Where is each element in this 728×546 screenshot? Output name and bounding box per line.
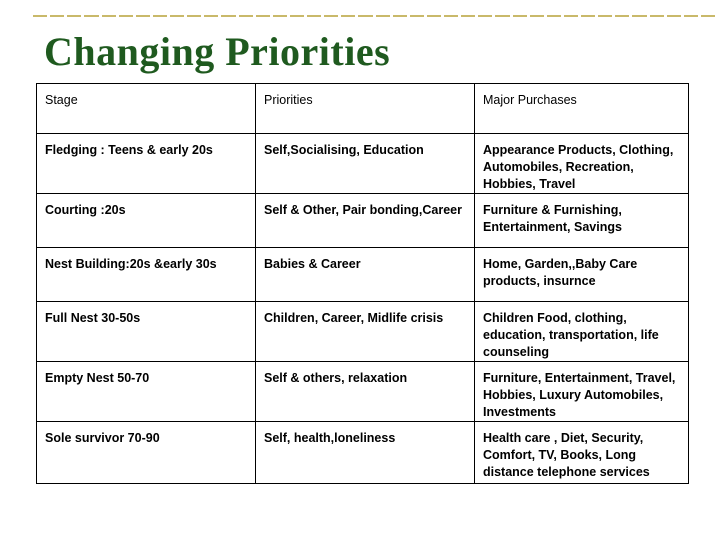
purchases-cell: Appearance Products, Clothing, Automobiles, Recreation, Hobbies, Travel <box>475 134 689 194</box>
header-major-purchases: Major Purchases <box>475 84 689 134</box>
stage-cell: Empty Nest 50-70 <box>37 362 256 422</box>
stage-cell: Full Nest 30-50s <box>37 302 256 362</box>
table-row <box>37 134 689 194</box>
purchases-cell: Home, Garden,,Baby Care products, insurnce <box>475 248 689 302</box>
priorities-cell: Self & others, relaxation <box>256 362 475 422</box>
stage-cell: Fledging : Teens & early 20s <box>37 134 256 194</box>
header-stage: Stage <box>37 84 256 134</box>
priorities-cell: Self & Other, Pair bonding,Career <box>256 194 475 248</box>
purchases-cell: Furniture & Furnishing, Entertainment, Savings <box>475 194 689 248</box>
purchases-cell: Furniture, Entertainment, Travel, Hobbies, Luxury Automobiles, Investments <box>475 362 689 422</box>
priorities-table <box>36 83 689 484</box>
priorities-cell: Self, health,loneliness <box>256 422 475 484</box>
priorities-cell: Children, Career, Midlife crisis <box>256 302 475 362</box>
table-header-row <box>37 84 689 134</box>
header-priorities: Priorities <box>256 84 475 134</box>
decorative-top-rule <box>33 15 715 17</box>
table-row <box>37 422 689 484</box>
stage-cell: Courting :20s <box>37 194 256 248</box>
priorities-cell: Self,Socialising, Education <box>256 134 475 194</box>
table-row <box>37 302 689 362</box>
table-row <box>37 362 689 422</box>
purchases-cell: Children Food, clothing, education, transportation, life counseling <box>475 302 689 362</box>
stage-cell: Nest Building:20s &early 30s <box>37 248 256 302</box>
stage-cell: Sole survivor 70-90 <box>37 422 256 484</box>
purchases-cell: Health care , Diet, Security, Comfort, TV, Books, Long distance telephone services <box>475 422 689 484</box>
table-row <box>37 194 689 248</box>
slide-title: Changing Priorities <box>44 29 391 74</box>
priorities-cell: Babies & Career <box>256 248 475 302</box>
table-row <box>37 248 689 302</box>
